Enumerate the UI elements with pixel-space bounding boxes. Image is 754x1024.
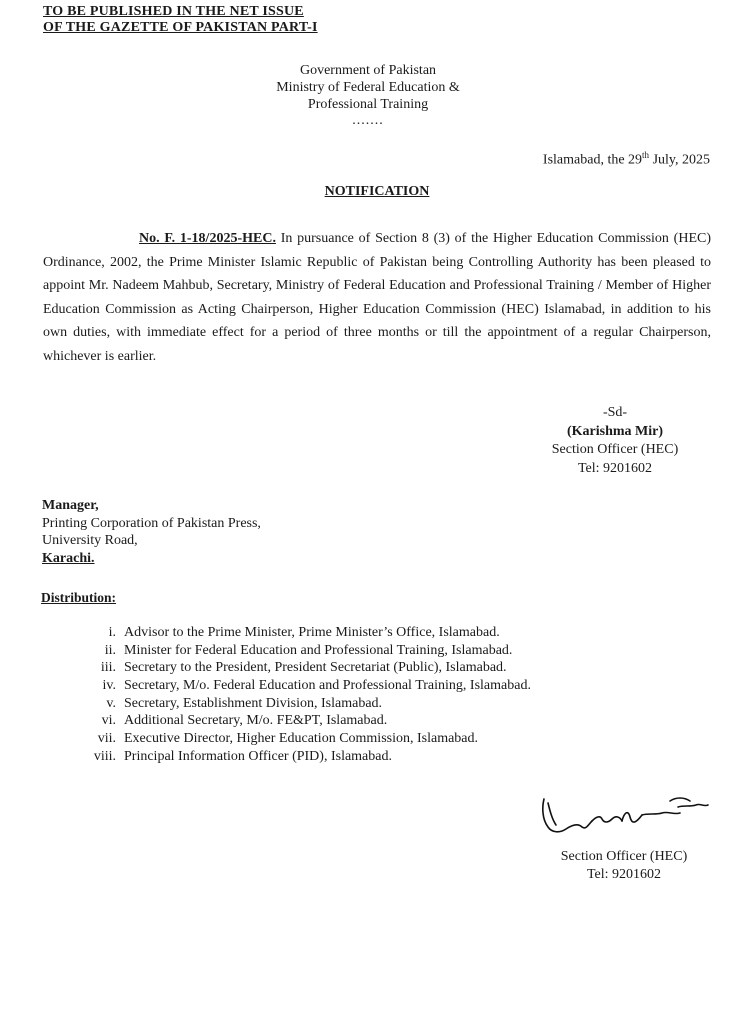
signatory-block-2 [548, 848, 700, 884]
sd-mark: -Sd- [602, 405, 628, 420]
list-item: i. Advisor to the Prime Minister, Prime Minister’s Office, Islamabad. [108, 625, 500, 640]
addressee-title: Manager, [42, 498, 99, 513]
list-item: iii. Secretary to the President, President Secretariat (Public), Islamabad. [100, 660, 507, 676]
signatory-designation: Section Officer (HEC) [551, 442, 679, 457]
gazette-header-line-2: OF THE GAZETTE OF PAKISTAN PART-I [43, 20, 318, 35]
addressee-city: Karachi. [42, 550, 95, 566]
gazette-header-line-1: TO BE PUBLISHED IN THE NET ISSUE [43, 4, 304, 19]
handwritten-signature [538, 793, 718, 845]
list-item: vi. Additional Secretary, M/o. FE&PT, Islamabad. [101, 713, 388, 729]
notification-body [43, 227, 711, 369]
signatory-designation-2: Section Officer (HEC) [560, 849, 688, 864]
letterhead-ministry-cont: Professional Training [307, 97, 429, 112]
letterhead-ministry: Ministry of Federal Education & [276, 80, 460, 95]
addressee-block [42, 497, 261, 567]
distribution-list [60, 624, 531, 766]
notification-date: Islamabad, the 29th July, 2025 [542, 150, 710, 168]
list-item: vii. Executive Director, Higher Education Commission, Islamabad. [97, 731, 479, 747]
list-item: ii. Minister for Federal Education and Professional Training, Islamabad. [104, 642, 513, 658]
signatory-tel-2: Tel: 9201602 [586, 867, 662, 882]
list-item: iv. Secretary, M/o. Federal Education and Professional Training, Islamabad. [102, 678, 531, 694]
letterhead-government: Government of Pakistan [299, 63, 437, 78]
distribution-title: Distribution: [41, 590, 117, 605]
list-item: v. Secretary, Establishment Division, Islamabad. [106, 695, 383, 711]
signatory-block-1 [530, 404, 700, 478]
addressee-org: Printing Corporation of Pakistan Press, [42, 515, 261, 531]
letterhead-dots: ....... [352, 113, 384, 128]
notification-title: NOTIFICATION [324, 184, 430, 199]
signatory-name: (Karishma Mir) [566, 423, 664, 439]
list-item: viii. Principal Information Officer (PID), Islamabad. [93, 748, 392, 764]
notification-text: In pursuance of Section 8 (3) of the Higher Education Commission (HEC) Ordinance, 2002, the Prime Minister Islamic Republic of Pakistan being Controlling Authority has been pleased to appoint Mr. Nadeem Mahbub, Secretary, Ministry of Federal Education and Professional Training / Member of Higher Education Commission as Acting Chairperson, Higher Education Commission (HEC) Islamabad, in addition to his own duties, with immediate effect for a period of three months or till the appointment of a regular Chairperson, whichever is earlier. [43, 231, 711, 364]
signatory-tel: Tel: 9201602 [577, 460, 653, 476]
notification-number: No. F. 1-18/2025-HEC. [139, 231, 276, 246]
addressee-street: University Road, [42, 533, 138, 548]
